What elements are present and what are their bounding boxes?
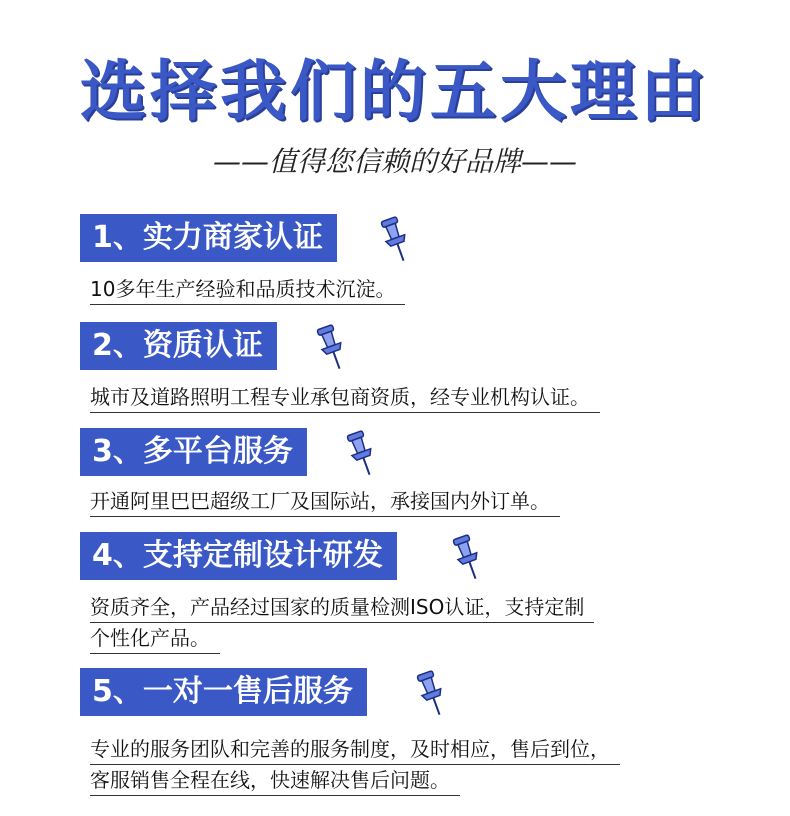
reason-description (90, 486, 560, 517)
description-line: 资质齐全，产品经过国家的质量检测ISO认证，支持定制 (90, 592, 594, 623)
reason-badge: 2、资质认证 (80, 322, 277, 370)
description-line: 开通阿里巴巴超级工厂及国际站，承接国内外订单。 (90, 486, 560, 517)
reason-item-4 (80, 532, 585, 650)
description-line: 个性化产品。 (90, 623, 220, 654)
reason-description (90, 734, 620, 796)
pushpin-icon (378, 214, 414, 266)
pushpin-icon (450, 532, 486, 584)
reason-item-1 (80, 214, 396, 301)
pushpin-icon (314, 322, 350, 374)
reason-item-2 (80, 322, 590, 409)
pushpin-icon (414, 668, 450, 720)
pushpin-icon (344, 428, 380, 480)
description-line: 城市及道路照明工程专业承包商资质，经专业机构认证。 (90, 382, 600, 413)
reason-description (90, 592, 594, 654)
page-subtitle: ——值得您信赖的好品牌—— (212, 145, 577, 178)
reason-description (90, 382, 600, 413)
description-line: 专业的服务团队和完善的服务制度，及时相应，售后到位， (90, 734, 620, 765)
reason-badge: 3、多平台服务 (80, 428, 307, 476)
page-title: 选择我们的五大理由 (80, 53, 710, 130)
description-line: 10多年生产经验和品质技术沉淀。 (90, 274, 405, 305)
reason-item-3 (80, 428, 550, 513)
reason-item-5 (80, 668, 610, 792)
reason-badge: 1、实力商家认证 (80, 214, 337, 262)
reason-badge: 4、支持定制设计研发 (80, 532, 397, 580)
reason-badge: 5、一对一售后服务 (80, 668, 367, 716)
description-line: 客服销售全程在线，快速解决售后问题。 (90, 765, 460, 796)
reason-description (90, 274, 405, 305)
